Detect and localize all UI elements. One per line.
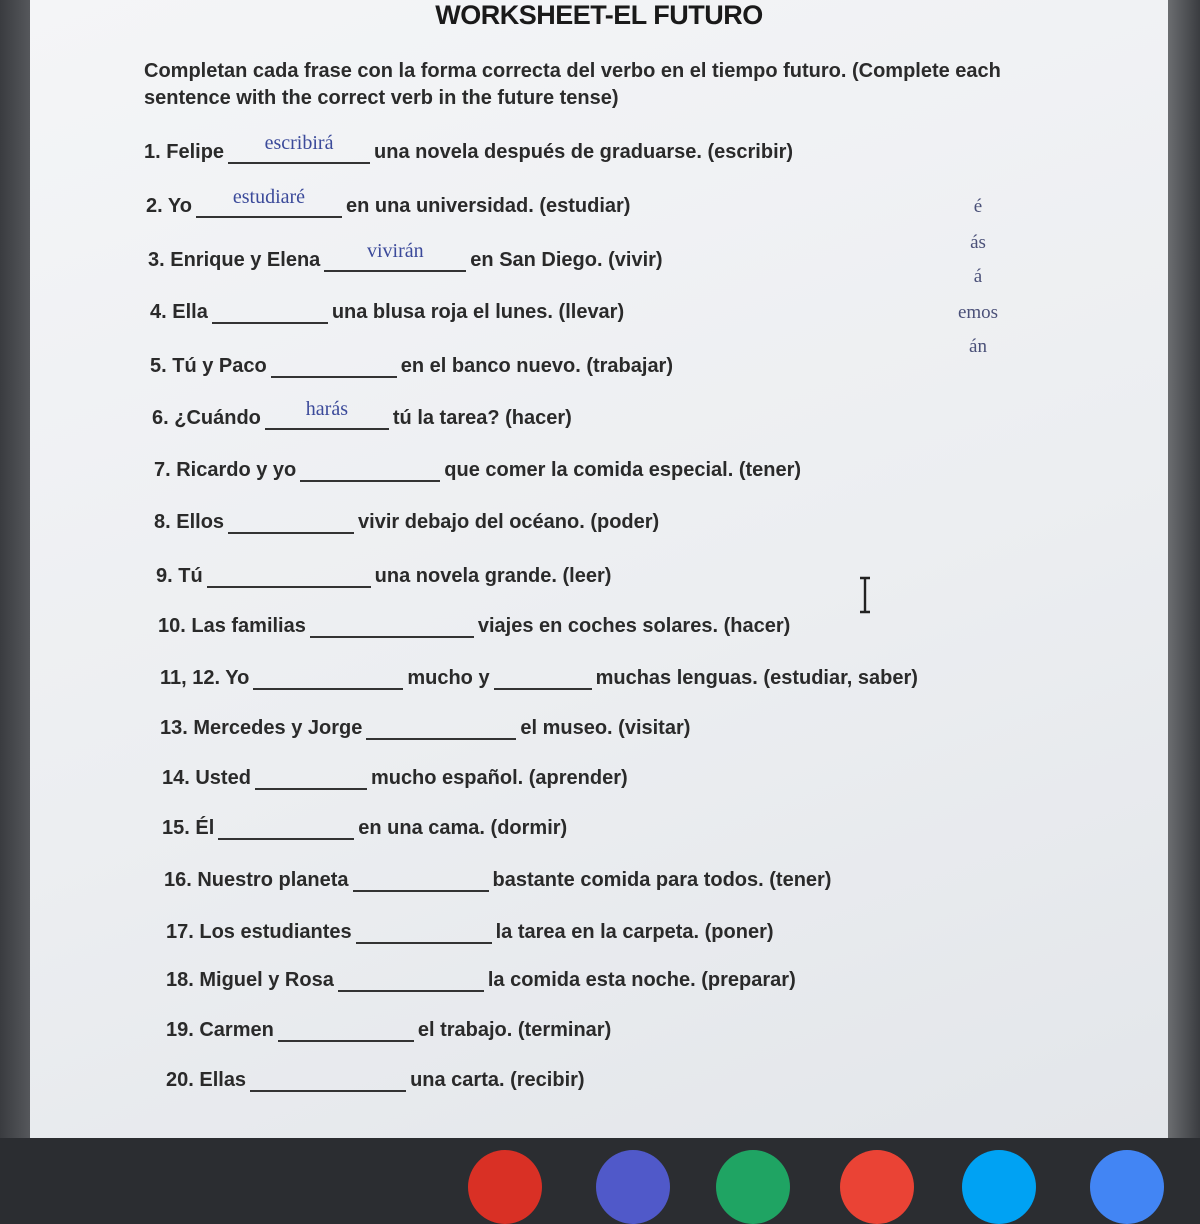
exercise-prompt: 16. Nuestro planeta [164,869,349,891]
exercise-rest: una novela después de graduarse. (escribir) [374,141,794,163]
docs-icon[interactable] [1090,1150,1164,1224]
exercise-prompt: 7. Ricardo y yo [154,459,297,481]
exercise-rest: vivir debajo del océano. (poder) [358,511,660,533]
answer-blank[interactable] [228,132,370,164]
exercise-rest: viajes en coches solares. (hacer) [477,615,791,637]
answer-blank[interactable] [278,1016,414,1042]
answer-blank[interactable] [356,918,492,944]
text-cursor-icon [858,576,872,614]
answer-text: vivirán [366,240,424,262]
exercise-item [166,1016,611,1042]
ending-label: ás [970,232,986,253]
exercise-item [160,714,690,740]
answer-blank[interactable] [207,562,371,588]
answer-text: estudiaré [232,186,306,208]
exercise-prompt: 15. Él [162,817,215,839]
exercise-item [162,764,628,790]
exercise-item [166,918,774,944]
exercise-mid-text: mucho y [407,667,490,689]
answer-blank[interactable] [253,664,403,690]
exercise-item [150,352,673,378]
ending-label: é [973,196,983,217]
answer-blank[interactable] [250,1066,406,1092]
answer-text: escribirá [264,132,334,154]
answer-blank[interactable] [300,456,440,482]
exercise-prompt: 4. Ella [150,301,208,323]
answer-blank[interactable] [353,866,489,892]
answer-blank[interactable] [212,298,328,324]
worksheet-instructions: Completan cada frase con la forma correcta del verbo en el tiempo futuro. (Complete each sentence with the correct verb in the future tense) [144,60,1001,109]
exercise-prompt: 6. ¿Cuándo [152,407,261,429]
exercise-prompt: 5. Tú y Paco [150,355,267,377]
exercise-item [162,814,567,840]
answer-blank[interactable] [338,966,484,992]
exercise-item [160,664,918,690]
exercise-item [154,456,801,482]
exercise-item [152,398,572,430]
exercise-rest: una carta. (recibir) [410,1069,585,1091]
answer-blank[interactable] [228,508,354,534]
exercise-prompt: 8. Ellos [154,511,225,533]
play-store-icon[interactable] [962,1150,1036,1224]
exercise-rest: la comida esta noche. (preparar) [487,969,796,991]
exercise-item [144,132,794,164]
worksheet-page [30,0,1168,1138]
answer-blank[interactable] [324,240,466,272]
chrome-icon[interactable] [468,1150,542,1224]
exercise-item [166,966,796,992]
ending-label: á [973,266,983,287]
exercise-prompt: 9. Tú [156,565,203,587]
taskbar [0,1138,1200,1200]
exercise-rest: en San Diego. (vivir) [470,249,663,271]
answer-blank[interactable] [310,612,474,638]
exercise-prompt: 10. Las familias [158,615,306,637]
exercise-item [154,508,659,534]
answer-blank[interactable] [196,186,342,218]
answer-blank[interactable] [494,664,592,690]
ending-label: emos [957,302,999,323]
exercise-rest: mucho español. (aprender) [370,767,628,789]
exercise-rest: una novela grande. (leer) [374,565,612,587]
exercise-rest: una blusa roja el lunes. (llevar) [331,301,625,323]
exercise-prompt: 20. Ellas [166,1069,247,1091]
exercise-rest: tú la tarea? (hacer) [392,407,572,429]
exercise-rest: en el banco nuevo. (trabajar) [400,355,674,377]
exercise-rest: el museo. (visitar) [520,717,691,739]
monitor-bezel-left [0,0,30,1200]
monitor-bezel-right [1168,0,1200,1200]
ending-label: án [969,336,987,357]
answer-blank[interactable] [265,398,389,430]
exercise-item [156,562,611,588]
exercise-item [146,186,631,218]
exercise-prompt: 1. Felipe [144,141,225,163]
google-drive-icon[interactable] [716,1150,790,1224]
exercise-prompt: 19. Carmen [166,1019,274,1041]
exercise-item [158,612,790,638]
exercise-prompt: 2. Yo [146,195,192,217]
exercise-prompt: 17. Los estudiantes [166,921,352,943]
exercise-item [148,240,663,272]
answer-text: harás [305,398,348,420]
gmail-icon[interactable] [840,1150,914,1224]
answer-blank[interactable] [218,814,354,840]
exercise-rest: que comer la comida especial. (tener) [444,459,802,481]
exercise-item [150,298,624,324]
exercise-rest: en una cama. (dormir) [358,817,568,839]
exercise-prompt: 14. Usted [162,767,251,789]
answer-blank[interactable] [366,714,516,740]
exercise-rest: el trabajo. (terminar) [417,1019,612,1041]
exercise-prompt: 11, 12. Yo [160,667,250,689]
exercise-item [164,866,831,892]
exercise-rest: en una universidad. (estudiar) [345,195,631,217]
exercise-prompt: 3. Enrique y Elena [148,249,321,271]
exercise-rest: muchas lenguas. (estudiar, saber) [595,667,918,689]
exercise-rest: la tarea en la carpeta. (poner) [495,921,774,943]
worksheet-title: WORKSHEET-EL FUTURO [435,0,763,30]
answer-blank[interactable] [271,352,397,378]
answer-blank[interactable] [255,764,367,790]
exercise-prompt: 13. Mercedes y Jorge [160,717,363,739]
exercise-rest: bastante comida para todos. (tener) [492,869,832,891]
exercise-item [166,1066,585,1092]
exercise-prompt: 18. Miguel y Rosa [166,969,334,991]
teams-icon[interactable] [596,1150,670,1224]
